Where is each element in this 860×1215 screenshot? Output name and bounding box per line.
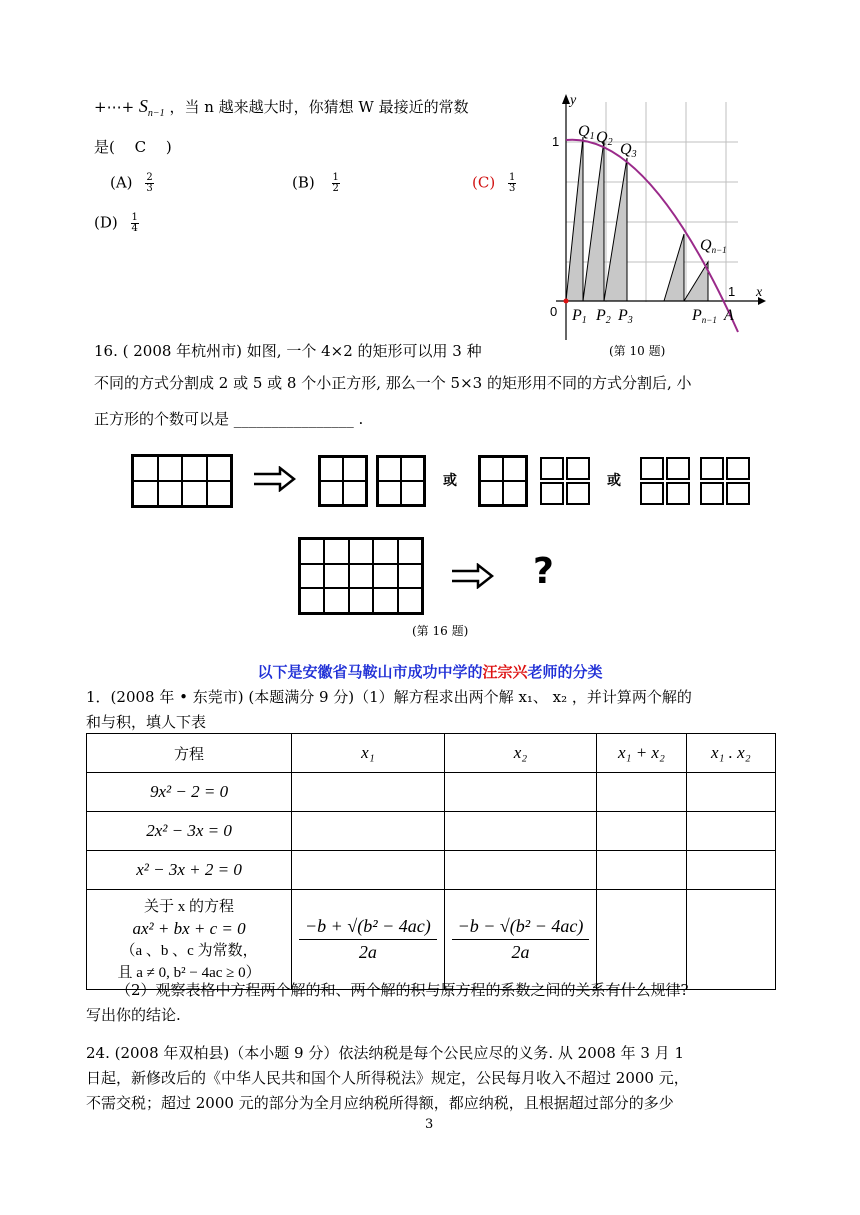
option-d-label: (D): [94, 213, 118, 232]
label-q1: Q1: [578, 123, 595, 142]
option-b-num: 1: [332, 172, 339, 183]
table-row: [87, 773, 776, 812]
q15-option-a: [110, 173, 154, 194]
figure-triangles: [566, 137, 708, 301]
question-mark: ?: [533, 551, 554, 592]
q1-part2-line2: 写出你的结论.: [86, 1006, 181, 1024]
arrow-icon: [254, 466, 296, 492]
split-5-small: [540, 457, 590, 505]
figure-10-graph: [538, 92, 770, 340]
option-a-label: (A): [110, 173, 133, 192]
y-axis-label: y: [570, 93, 577, 108]
option-a-fraction: [145, 173, 153, 194]
option-b-fraction: [332, 173, 340, 194]
option-b-label: (B): [292, 173, 315, 192]
y-tick-1: 1: [552, 134, 560, 149]
header-x2: x₂: [444, 734, 597, 773]
header-product: x₁ . x₂: [686, 734, 775, 773]
option-a-num: 2: [146, 172, 153, 183]
or-label-2: 或: [607, 473, 621, 489]
origin-point: [564, 299, 569, 304]
root1-num: −b + √(b² − 4ac): [299, 916, 437, 940]
root2-num: −b − √(b² − 4ac): [452, 916, 590, 940]
figure-16-caption: (第 16 题): [412, 624, 469, 638]
y-axis-arrow: [562, 94, 570, 104]
general-line-3: （a 、b 、c 为常数，: [120, 942, 258, 959]
x-tick-1: 1: [728, 284, 736, 299]
option-d-den: 4: [131, 223, 138, 234]
equation-1: 9x² − 2 = 0: [87, 773, 292, 812]
q15-option-c: [472, 173, 516, 194]
q15-line2: 是( C ): [94, 138, 172, 156]
section-heading: [0, 661, 860, 682]
root1-fraction: [299, 916, 437, 963]
origin-label: 0: [550, 304, 558, 319]
heading-part2: 老师的分类: [527, 663, 603, 681]
general-line-1: 关于 x 的方程: [144, 898, 235, 915]
label-p2: P2: [596, 307, 611, 326]
q15-option-d: [94, 213, 139, 234]
rect-5x3: [298, 537, 424, 615]
label-pn: Pn−1: [692, 307, 717, 325]
option-c-label: (C): [472, 173, 496, 192]
page-number: 3: [425, 1117, 434, 1132]
root2-den: 2a: [511, 942, 530, 962]
root2-fraction: [452, 916, 590, 963]
q15-option-b: [292, 173, 340, 194]
label-q2: Q2: [596, 129, 613, 148]
general-equation-cell: [87, 890, 292, 990]
root1-cell: [292, 890, 445, 990]
figure-10-caption: (第 10 题): [609, 344, 666, 358]
x-axis-label: x: [756, 285, 763, 300]
split-2-left: [318, 455, 368, 507]
option-b-den: 2: [332, 183, 339, 194]
option-c-fraction: [508, 173, 516, 194]
arrow-icon-2: [452, 563, 494, 589]
q1-part2-line1: （2）观察表格中方程两个解的和、两个解的积与原方程的系数之间的关系有什么规律?: [116, 981, 689, 999]
equation-table: [86, 733, 776, 990]
split-5-big: [478, 455, 528, 507]
table-row: [87, 851, 776, 890]
label-p1: P1: [572, 307, 587, 326]
table-row: [87, 890, 776, 990]
equation-3: x² − 3x + 2 = 0: [87, 851, 292, 890]
option-c-num: 1: [508, 172, 516, 183]
q24-line1: 24. (2008 年双柏县)（本小题 9 分）依法纳税是每个公民应尽的义务. 从 2008 年 3 月 1: [86, 1044, 684, 1062]
q16-line3: 正方形的个数可以是 ________________ .: [94, 410, 364, 428]
heading-teacher-name: 汪宗兴: [482, 663, 528, 681]
header-sum: x₁ + x₂: [597, 734, 686, 773]
q1-line1: 1．(2008 年 • 东莞市) (本题满分 9 分)（1）解方程求出两个解 x₁、 x₂ ，并计算两个解的: [86, 688, 692, 706]
option-d-fraction: [131, 213, 139, 234]
label-qn: Qn−1: [700, 237, 727, 255]
q1-line2: 和与积，填人下表: [86, 713, 207, 731]
heading-part1: 以下是安徽省马鞍山市成功中学的: [257, 663, 483, 681]
label-q3: Q3: [620, 141, 637, 160]
q16-line2: 不同的方式分割成 2 或 5 或 8 个小正方形, 那么一个 5×3 的矩形用不同的方式分割后, 小: [94, 374, 692, 392]
general-line-4: 且 a ≠ 0, b² − 4ac ≥ 0）: [117, 964, 261, 981]
q15-line1-text: ，当 n 越来越大时，你猜想 W 最接近的常数: [169, 98, 469, 116]
root2-cell: [444, 890, 597, 990]
split-2-right: [376, 455, 426, 507]
q24-line2: 日起，新修改后的《中华人民共和国个人所得税法》规定，公民每月收入不超过 2000 元，: [86, 1069, 689, 1087]
or-label-1: 或: [443, 473, 457, 489]
label-a: A: [724, 307, 734, 324]
header-x1: x₁: [292, 734, 445, 773]
header-equation: 方程: [87, 734, 292, 773]
q16-line1: 16. ( 2008 年杭州市) 如图, 一个 4×2 的矩形可以用 3 种: [94, 342, 482, 360]
q15-line1: [94, 96, 469, 119]
q15-s: S: [138, 96, 148, 116]
label-p3: P3: [618, 307, 633, 326]
rect-4x2: [131, 454, 233, 508]
table-row: [87, 812, 776, 851]
equation-2: 2x² − 3x = 0: [87, 812, 292, 851]
q15-ellipsis: +⋯+: [94, 98, 135, 116]
root1-den: 2a: [358, 942, 377, 962]
split-8-squares: [640, 457, 776, 505]
option-d-num: 1: [131, 212, 138, 223]
option-c-den: 3: [508, 183, 516, 194]
general-line-2: ax² + bx + c = 0: [132, 918, 246, 938]
q15-s-sub: n−1: [147, 108, 165, 119]
q24-line3: 不需交税；超过 2000 元的部分为全月应纳税所得额，都应纳税，且根据超过部分的多少: [86, 1094, 674, 1112]
option-a-den: 3: [146, 183, 153, 194]
